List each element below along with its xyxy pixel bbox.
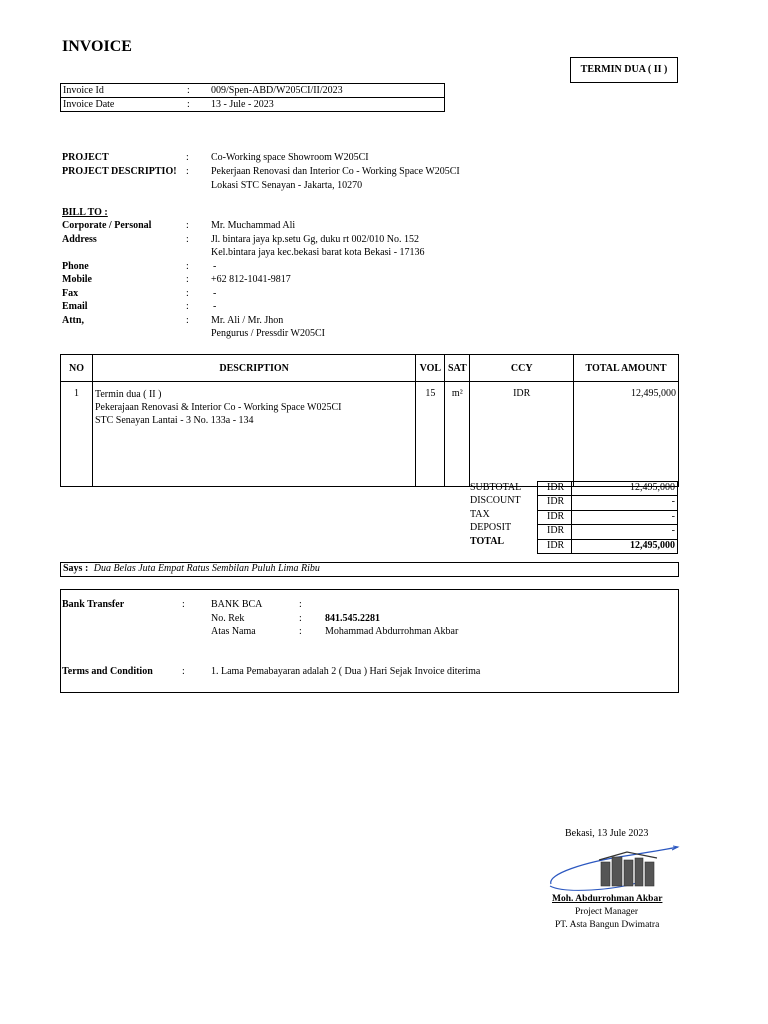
address-line2: Kel.bintara jaya kec.bekasi barat kota Bekasi - 17136 [211, 247, 425, 258]
attn-line1: Mr. Ali / Mr. Jhon [211, 315, 284, 326]
invoice-date-label: Invoice Date [63, 99, 115, 110]
invoice-id-value: 009/Spen-ABD/W205CI/II/2023 [211, 85, 343, 96]
bill-to-heading: BILL TO : [62, 207, 108, 218]
colon: : [299, 599, 302, 610]
deposit-label: DEPOSIT [470, 522, 512, 533]
colon: : [299, 626, 302, 637]
table-header-row [61, 355, 679, 382]
invoice-date-value: 13 - Jule - 2023 [211, 99, 274, 110]
header-no: NO [61, 355, 93, 382]
corporate-value: Mr. Muchammad Ali [211, 220, 296, 231]
project-description-line2: Lokasi STC Senayan - Jakarta, 10270 [211, 180, 363, 191]
colon: : [186, 315, 189, 326]
tax-value: - [671, 510, 675, 522]
currency: IDR [547, 510, 565, 522]
phone-value: - [213, 261, 217, 272]
account-number: 841.545.2281 [325, 613, 380, 624]
currency: IDR [547, 525, 565, 537]
says-label: Says : [63, 563, 89, 574]
mobile-label: Mobile [62, 274, 92, 285]
payment-box [60, 589, 679, 693]
discount-label: DISCOUNT [470, 495, 521, 506]
colon: : [299, 613, 302, 624]
email-value: - [213, 301, 217, 312]
invoice-date-row [61, 97, 444, 111]
header-vol: VOL [416, 355, 445, 382]
total-label: TOTAL [470, 536, 505, 547]
colon: : [186, 234, 189, 245]
header-sat: SAT [445, 355, 470, 382]
project-description-line1: Pekerjaan Renovasi dan Interior Co - Working Space W205CI [211, 166, 460, 177]
corporate-label: Corporate / Personal [62, 220, 152, 231]
place-date: Bekasi, 13 Jule 2023 [565, 828, 649, 839]
invoice-id-box [60, 83, 445, 112]
account-number-label: No. Rek [211, 613, 245, 624]
description-line2: Pekerajaan Renovasi & Interior Co - Working Space W025CI [94, 402, 342, 413]
currency: IDR [547, 496, 565, 508]
cell-vol: 15 [416, 382, 445, 487]
colon: : [182, 666, 185, 677]
subtotal-value: 12,495,000 [630, 482, 675, 493]
header-description: DESCRIPTION [92, 355, 415, 382]
bank-name: BANK BCA [211, 599, 263, 610]
colon: : [186, 166, 189, 177]
terms-text: 1. Lama Pemabayaran adalah 2 ( Dua ) Hari Sejak Invoice diterima [211, 666, 481, 677]
company-name: PT. Asta Bangun Dwimatra [555, 920, 660, 930]
amount-in-words: Dua Belas Juta Empat Ratus Sembilan Puluh Lima Ribu [93, 563, 320, 574]
currency: IDR [547, 539, 565, 551]
project-label: PROJECT [62, 152, 109, 163]
says-box [60, 562, 679, 577]
tax-row [538, 510, 677, 524]
cell-ccy: IDR [470, 382, 574, 487]
colon: : [186, 301, 189, 312]
total-value: 12,495,000 [630, 539, 675, 551]
mobile-value: +62 812-1041-9817 [211, 274, 291, 285]
email-label: Email [62, 301, 88, 312]
attn-line2: Pengurus / Pressdir W205CI [211, 328, 325, 339]
discount-value: - [671, 496, 675, 508]
signature-stamp [545, 844, 680, 896]
colon: : [186, 220, 189, 231]
address-line1: Jl. bintara jaya kp.setu Gg, duku rt 002/010 No. 152 [211, 234, 420, 245]
cell-no: 1 [61, 382, 93, 487]
discount-row [538, 495, 677, 509]
cell-sat: m² [445, 382, 470, 487]
total-row [538, 539, 677, 553]
bank-transfer-label: Bank Transfer [62, 599, 125, 610]
subtotal-label: SUBTOTAL [470, 482, 522, 493]
account-holder: Mohammad Abdurrohman Akbar [325, 626, 459, 637]
termin-badge: TERMIN DUA ( II ) [570, 57, 678, 83]
terms-label: Terms and Condition [62, 666, 153, 677]
description-line3: STC Senayan Lantai - 3 No. 133a - 134 [94, 415, 254, 426]
description-line1: Termin dua ( II ) [94, 389, 162, 400]
signatory-name: Moh. Abdurrohman Akbar [552, 894, 663, 904]
invoice-title: INVOICE [62, 38, 132, 55]
table-row [61, 382, 679, 487]
account-holder-label: Atas Nama [211, 626, 256, 637]
project-description-label: PROJECT DESCRIPTIO! [62, 166, 177, 177]
colon: : [186, 288, 189, 299]
fax-value: - [213, 288, 217, 299]
items-table [60, 354, 679, 487]
cell-amount: 12,495,000 [574, 382, 679, 487]
subtotal-row [538, 481, 677, 495]
signatory-role: Project Manager [575, 907, 639, 917]
colon: : [182, 599, 185, 610]
totals-grid [537, 481, 678, 554]
colon: : [187, 99, 190, 110]
currency: IDR [547, 482, 565, 493]
phone-label: Phone [62, 261, 89, 272]
deposit-row [538, 524, 677, 538]
invoice-id-row [61, 84, 444, 97]
header-ccy: CCY [470, 355, 574, 382]
tax-label: TAX [470, 509, 490, 520]
deposit-value: - [671, 525, 675, 537]
colon: : [187, 85, 190, 96]
fax-label: Fax [62, 288, 79, 299]
invoice-id-label: Invoice Id [63, 85, 104, 96]
colon: : [186, 274, 189, 285]
cell-description [92, 382, 415, 487]
attn-label: Attn, [62, 315, 84, 326]
colon: : [186, 152, 189, 163]
colon: : [186, 261, 189, 272]
header-total-amount: TOTAL AMOUNT [574, 355, 679, 382]
address-label: Address [62, 234, 97, 245]
project-value: Co-Working space Showroom W205CI [211, 152, 369, 163]
